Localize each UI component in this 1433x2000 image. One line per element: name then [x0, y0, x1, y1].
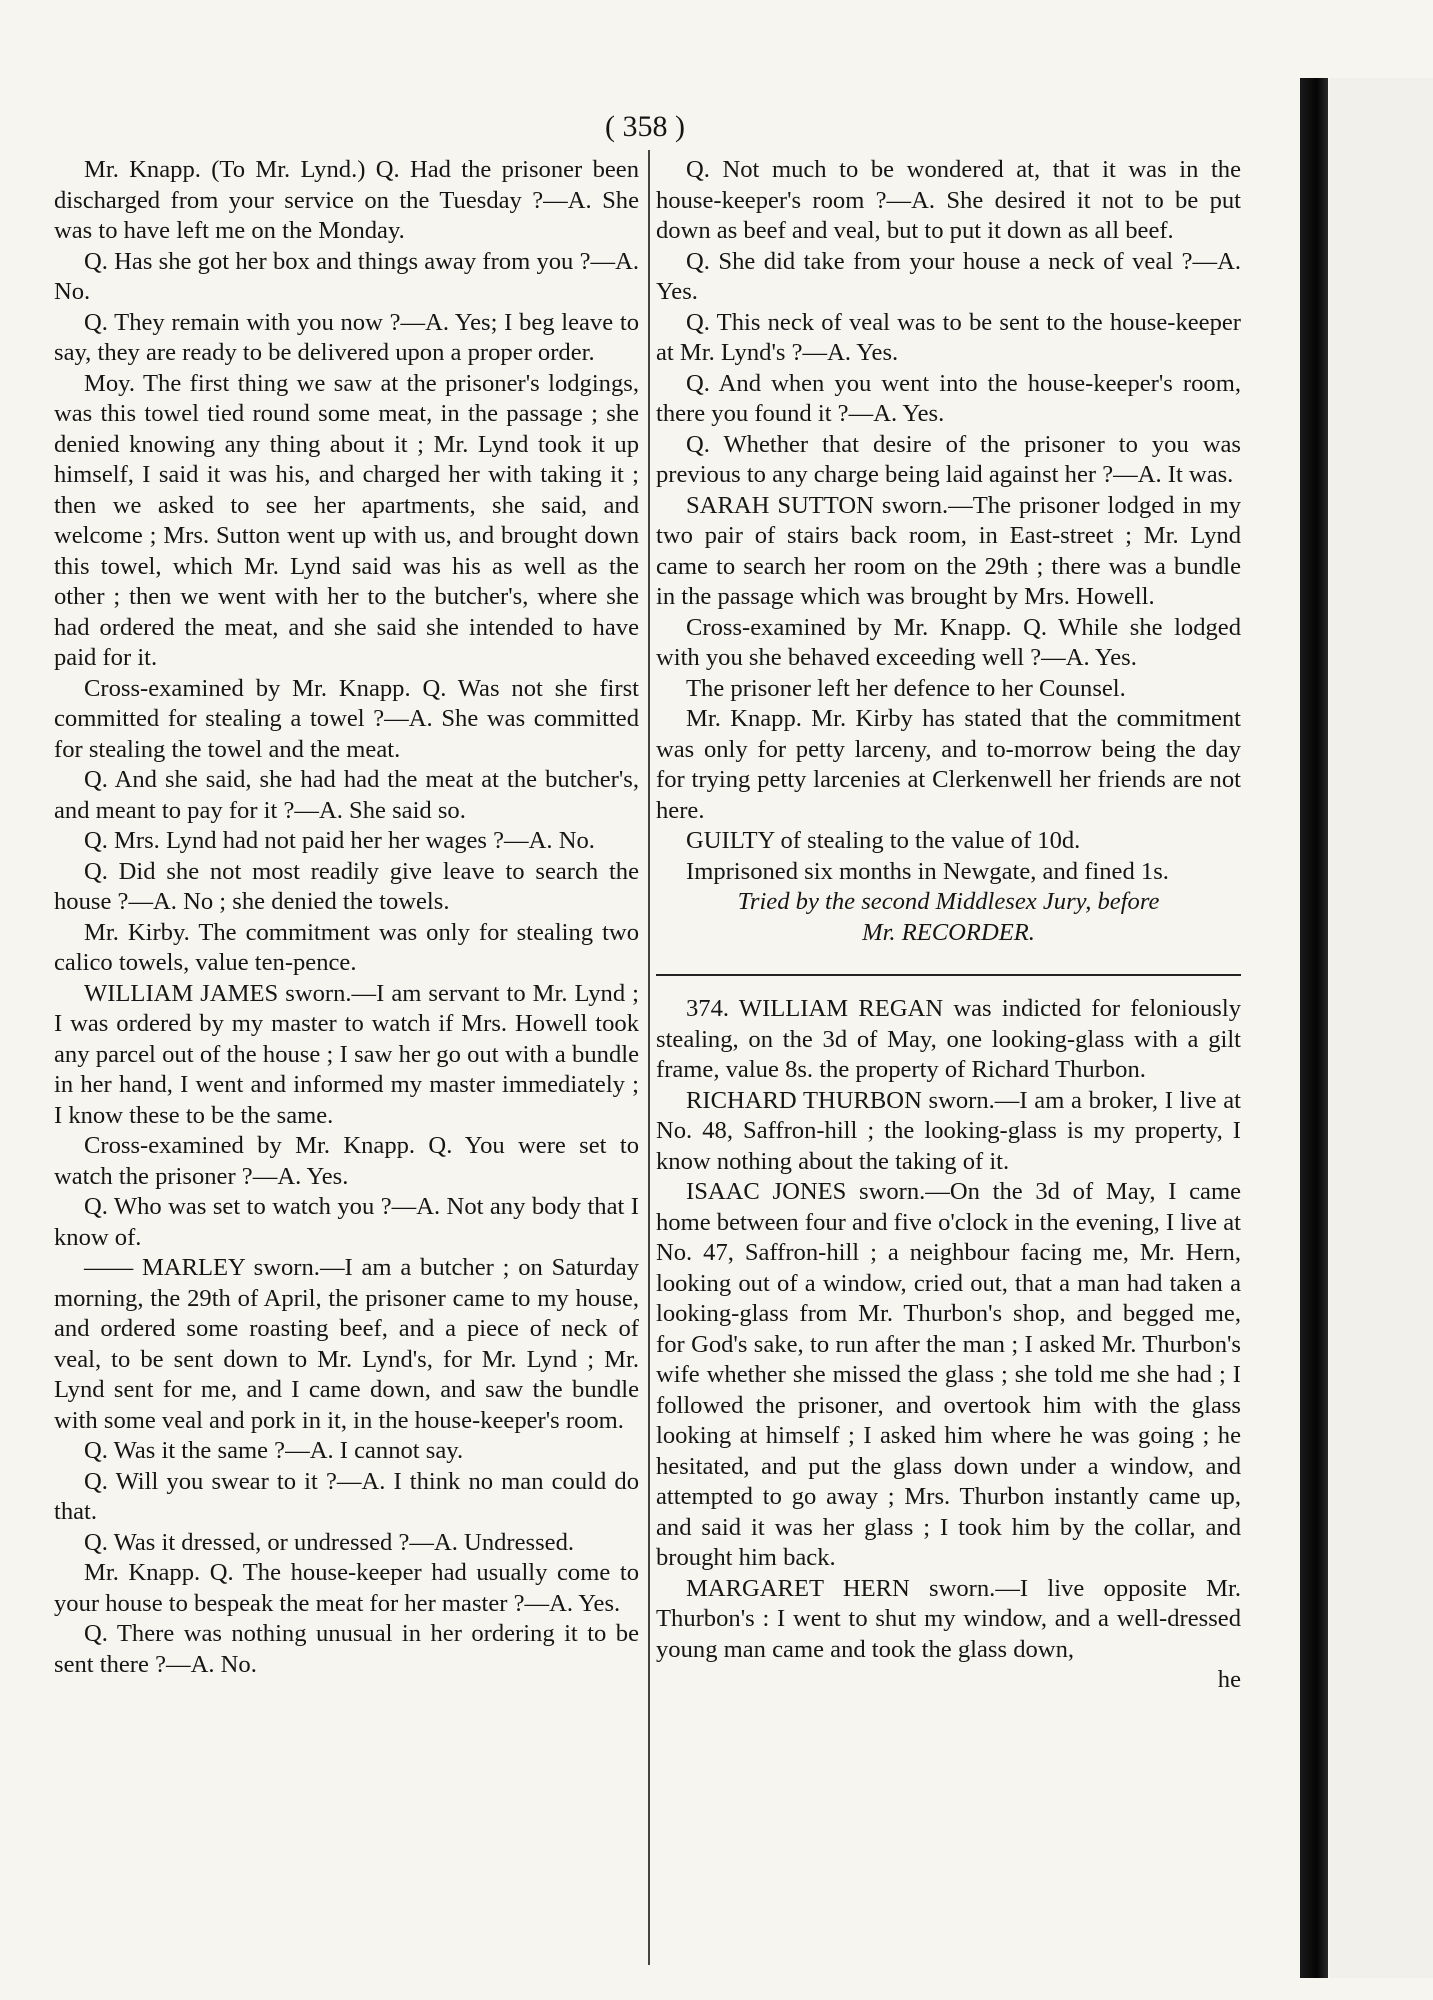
paragraph: Q. They remain with you now ?—A. Yes; I beg leave to say, they are ready to be delivered upon a proper order. [54, 308, 639, 366]
paragraph: SARAH SUTTON sworn.—The prisoner lodged in my two pair of stairs back room, in East-street ; Mr. Lynd came to search her room on the 29th ; there was a bundle in the passage which was brought by Mrs. Howell. [656, 491, 1241, 610]
paragraph: Mr. Knapp. Mr. Kirby has stated that the commitment was only for petty larceny, and to-morrow being the day for trying petty larcenies at Clerkenwell her friends are not here. [656, 705, 1241, 824]
paragraph: Q. Mrs. Lynd had not paid her her wages ?—A. No. [84, 827, 595, 854]
paragraph: 374. WILLIAM REGAN was indicted for feloniously stealing, on the 3d of May, one looking-glass with a gilt frame, value 8s. the property of Richard Thurbon. [656, 995, 1241, 1083]
paragraph: Q. This neck of veal was to be sent to the house-keeper at Mr. Lynd's ?—A. Yes. [656, 308, 1241, 366]
section-rule [656, 974, 1241, 976]
book-binding-shadow [1300, 78, 1328, 1978]
paragraph: Q. Has she got her box and things away from you ?—A. No. [54, 247, 639, 305]
paragraph: ISAAC JONES sworn.—On the 3d of May, I came home between four and five o'clock in the evening, I live at No. 47, Saffron-hill ; a neighbour facing me, Mr. Hern, looking out of a window, cried out, that a man had taken a looking-glass from Mr. Thurbon's shop, and begged me, for God's sake, to run after the man ; I asked Mr. Thurbon's wife whether she missed the glass ; she told me she had ; I followed the prisoner, and overtook him with the glass looking at himself ; I asked him where he was going ; he hesitated, and put the glass down under a window, and attempted to go away ; Mrs. Thurbon instantly came up, and said it was her glass ; I took him by the collar, and brought him back. [656, 1178, 1241, 1571]
paragraph: Q. Will you swear to it ?—A. I think no man could do that. [54, 1467, 639, 1525]
next-page-edge [1330, 78, 1433, 1978]
trial-note-judge: Mr. RECORDER. [862, 918, 1035, 946]
page-number: ( 358 ) [605, 110, 685, 143]
paragraph: Cross-examined by Mr. Knapp. Q. Was not she first committed for stealing a towel ?—A. She was committed for stealing the towel and the meat. [54, 674, 639, 763]
paragraph: WILLIAM JAMES sworn.—I am servant to Mr. Lynd ; I was ordered by my master to watch if Mrs. Howell took any parcel out of the house ; I saw her go out with a bundle in her hand, I went and informed my master immediately ; I know these to be the same. [54, 979, 639, 1129]
paragraph: Mr. Knapp. Q. The house-keeper had usually come to your house to bespeak the meat for her master ?—A. Yes. [54, 1559, 639, 1617]
paragraph: Mr. Knapp. (To Mr. Lynd.) Q. Had the prisoner been discharged from your service on the Tuesday ?—A. She was to have left me on the Monday. [54, 156, 639, 244]
paragraph: Q. Not much to be wondered at, that it was in the house-keeper's room ?—A. She desired it not to be put down as beef and veal, but to put it down as all beef. [656, 156, 1241, 244]
right-column [656, 155, 1241, 1696]
paragraph: RICHARD THURBON sworn.—I am a broker, I live at No. 48, Saffron-hill ; the looking-glass is my property, I know nothing about the taking of it. [656, 1086, 1241, 1175]
paragraph: Q. There was nothing unusual in her ordering it to be sent there ?—A. No. [54, 1620, 639, 1678]
left-column [54, 155, 639, 1680]
paragraph: Q. Whether that desire of the prisoner to you was previous to any charge being laid against her ?—A. It was. [656, 430, 1241, 488]
paragraph: Q. She did take from your house a neck of veal ?—A. Yes. [656, 247, 1241, 305]
paragraph: Imprisoned six months in Newgate, and fined 1s. [686, 857, 1169, 885]
paragraph: Moy. The first thing we saw at the prisoner's lodgings, was this towel tied round some meat, in the passage ; she denied knowing any thing about it ; Mr. Lynd took it up himself, I said it was his, and charged her with taking it ; then we asked to see her apartments, she said, and welcome ; Mrs. Sutton went up with us, and brought down this towel, which Mr. Lynd said was his as well as the other ; then we went with her to the butcher's, where she had ordered the meat, and she said she intended to have paid for it. [54, 369, 639, 671]
paragraph: Q. Was it the same ?—A. I cannot say. [84, 1437, 464, 1464]
paragraph: Mr. Kirby. The commitment was only for stealing two calico towels, value ten-pence. [54, 918, 639, 976]
catchword: he [1217, 1666, 1241, 1693]
trial-note: Tried by the second Middlesex Jury, before [737, 888, 1160, 915]
column-divider [648, 150, 650, 1965]
paragraph: Cross-examined by Mr. Knapp. Q. You were set to watch the prisoner ?—A. Yes. [54, 1132, 639, 1190]
paragraph: Q. And when you went into the house-keeper's room, there you found it ?—A. Yes. [656, 369, 1241, 427]
paragraph: The prisoner left her defence to her Counsel. [686, 674, 1126, 702]
paragraph: Q. Who was set to watch you ?—A. Not any body that I know of. [54, 1193, 639, 1251]
paragraph: Q. Was it dressed, or undressed ?—A. Undressed. [84, 1528, 575, 1556]
paragraph: Q. Did she not most readily give leave to search the house ?—A. No ; she denied the towels. [54, 857, 639, 915]
paragraph: Q. And she said, she had had the meat at the butcher's, and meant to pay for it ?—A. She said so. [54, 766, 639, 824]
paragraph: GUILTY of stealing to the value of 10d. [686, 827, 1081, 854]
paragraph: —— MARLEY sworn.—I am a butcher ; on Saturday morning, the 29th of April, the prisoner came to my house, and ordered some roasting beef, and a piece of neck of veal, to be sent down to Mr. Lynd's, for Mr. Lynd ; Mr. Lynd sent for me, and I came down, and saw the bundle with some veal and pork in it, in the house-keeper's room. [54, 1254, 639, 1434]
paragraph: MARGARET HERN sworn.—I live opposite Mr. Thurbon's : I went to shut my window, and a well-dressed young man came and took the glass down, [656, 1574, 1241, 1663]
paragraph: Cross-examined by Mr. Knapp. Q. While she lodged with you she behaved exceeding well ?—A. Yes. [656, 613, 1241, 671]
